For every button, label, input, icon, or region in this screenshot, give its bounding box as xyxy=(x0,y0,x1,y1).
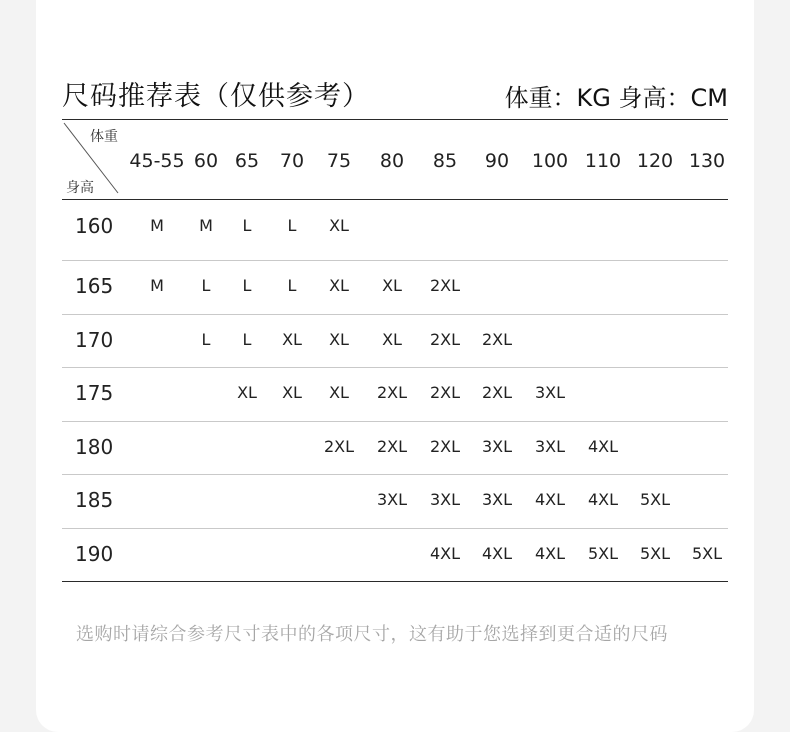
height-label: 175 xyxy=(75,381,114,405)
weight-header: 85 xyxy=(432,150,458,172)
size-cell: 4XL xyxy=(587,437,619,456)
size-cell: 2XL xyxy=(376,383,408,402)
size-cell: 5XL xyxy=(639,490,671,509)
height-label: 165 xyxy=(75,274,114,298)
size-cell: L xyxy=(201,276,211,295)
size-cell: 5XL xyxy=(691,544,723,563)
weight-header: 120 xyxy=(636,150,674,172)
weight-header: 100 xyxy=(531,150,569,172)
size-cell: L xyxy=(287,276,297,295)
weight-header: 80 xyxy=(379,150,405,172)
size-cell: 4XL xyxy=(534,490,566,509)
size-cell: 2XL xyxy=(323,437,355,456)
table-bottom-rule xyxy=(62,581,728,582)
size-cell: XL xyxy=(329,216,349,235)
size-cell: 4XL xyxy=(429,544,461,563)
size-cell: 4XL xyxy=(481,544,513,563)
height-label: 160 xyxy=(75,214,114,238)
row-divider xyxy=(62,260,728,261)
size-cell: 4XL xyxy=(534,544,566,563)
size-cell: 5XL xyxy=(639,544,671,563)
size-cell: XL xyxy=(237,383,257,402)
header-bottom-rule xyxy=(62,199,728,200)
footnote: 选购时请综合参考尺寸表中的各项尺寸，这有助于您选择到更合适的尺码 xyxy=(76,624,668,645)
row-divider xyxy=(62,367,728,368)
row-divider xyxy=(62,314,728,315)
weight-header: 45-55 xyxy=(129,150,185,172)
table-top-rule xyxy=(62,119,728,120)
weight-header: 75 xyxy=(326,150,352,172)
row-divider xyxy=(62,528,728,529)
size-cell: 2XL xyxy=(429,383,461,402)
weight-header: 110 xyxy=(584,150,622,172)
size-cell: L xyxy=(242,216,252,235)
height-label: 170 xyxy=(75,328,114,352)
weight-header: 65 xyxy=(234,150,260,172)
weight-header: 60 xyxy=(193,150,219,172)
size-cell: XL xyxy=(382,276,402,295)
weight-header: 70 xyxy=(279,150,305,172)
size-cell: L xyxy=(242,330,252,349)
size-cell: 2XL xyxy=(429,330,461,349)
size-cell: M xyxy=(150,276,164,295)
size-cell: 2XL xyxy=(481,330,513,349)
size-cell: XL xyxy=(382,330,402,349)
size-cell: XL xyxy=(329,330,349,349)
size-cell: 2XL xyxy=(429,437,461,456)
row-divider xyxy=(62,474,728,475)
size-cell: XL xyxy=(329,276,349,295)
height-label: 185 xyxy=(75,488,114,512)
size-cell: 3XL xyxy=(481,490,513,509)
size-cell: L xyxy=(287,216,297,235)
size-cell: 2XL xyxy=(429,276,461,295)
size-cell: L xyxy=(201,330,211,349)
size-cell: 4XL xyxy=(587,490,619,509)
size-cell: 3XL xyxy=(534,383,566,402)
units-label: 体重：KG 身高：CM xyxy=(504,84,728,112)
size-cell: 3XL xyxy=(481,437,513,456)
weight-header: 130 xyxy=(688,150,726,172)
corner-height-label: 身高 xyxy=(66,180,94,196)
size-cell: 3XL xyxy=(376,490,408,509)
size-cell: 2XL xyxy=(481,383,513,402)
size-cell: M xyxy=(199,216,213,235)
size-cell: XL xyxy=(329,383,349,402)
size-cell: XL xyxy=(282,383,302,402)
size-cell: 3XL xyxy=(534,437,566,456)
row-divider xyxy=(62,421,728,422)
corner-weight-label: 体重 xyxy=(90,129,118,145)
size-cell: L xyxy=(242,276,252,295)
size-cell: XL xyxy=(282,330,302,349)
weight-header: 90 xyxy=(484,150,510,172)
size-cell: 2XL xyxy=(376,437,408,456)
chart-title: 尺码推荐表（仅供参考） xyxy=(62,81,370,112)
size-cell: M xyxy=(150,216,164,235)
height-label: 180 xyxy=(75,435,114,459)
size-cell: 5XL xyxy=(587,544,619,563)
size-cell: 3XL xyxy=(429,490,461,509)
height-label: 190 xyxy=(75,542,114,566)
